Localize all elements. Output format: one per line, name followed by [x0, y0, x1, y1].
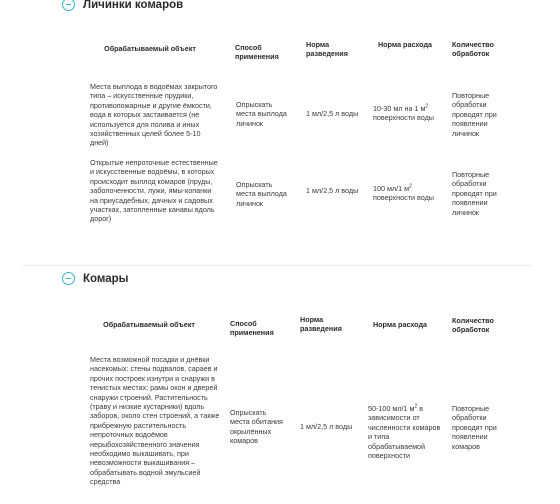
table-row-count: Повторные обработки проводят при появлении комаров: [452, 404, 497, 451]
table-row-dilution: 1 мл/2,5 л воды: [306, 186, 359, 195]
section-title: Личинки комаров: [83, 0, 184, 11]
table-row-consumption: 10-30 мл на 1 $м^2$ поверхности воды: [373, 103, 434, 123]
header-dilution: Норма разведения: [306, 40, 348, 59]
header-count: Количество обработок: [452, 40, 494, 59]
header-consumption: Норма расхода: [377, 40, 433, 49]
header-count: Количество обработок: [452, 316, 494, 335]
table-row-method: Опрыскать места выплода личинок: [236, 100, 287, 128]
header-object: Обрабатываемый объект: [104, 44, 196, 53]
table-row-object: Открытые непроточные естественные и искусственные водоёмы, в которых происходит выплод комаров (пруды, заболоченности, лужи, ямы-копанки на приусадебных, дачных и садовых участках, затопленные канавы вдоль дорог): [90, 158, 218, 224]
section-divider: [22, 265, 532, 266]
section-header-mosquitoes[interactable]: [62, 272, 129, 285]
table-row-object: Места выплода в водоёмах закрытого типа – искусственные прудики, противопожарные и другие ёмкости, вода в которых застаивается (не используется для полива и иных хозяйственных целей более 5-10 дней): [90, 82, 218, 148]
table-row-method: Опрыскать места выплода личинок: [236, 180, 287, 208]
header-consumption: Норма расхода: [372, 320, 428, 329]
header-object: Обрабатываемый объект: [103, 320, 195, 329]
table-row-object: Места возможной посадки и днёвки насекомых: стены подвалов, сараев и прочих построек изнутри и снаружи в тенистых местах; рамы окон и дверей снаружи строений. Растительность (траву и низкие кустарники) вдоль заборов, около стен строений, а также прибрежную растительность непроточных водоёмов нерыбохозяйственного значения необходимо выкашивать, при невозможности выкашивания – обрабатывать водной эмульсией средства: [90, 355, 220, 487]
table-row-consumption: 100 мл/1 $м^2$ поверхности воды: [373, 183, 434, 203]
collapse-minus-icon[interactable]: [62, 0, 75, 11]
collapse-minus-icon[interactable]: [62, 272, 75, 285]
section-header-larvae[interactable]: [62, 0, 183, 11]
table-row-dilution: 1 мл/2,5 л воды: [306, 109, 359, 118]
table-row-count: Повторные обработки проводят при появлении личинок: [452, 170, 497, 217]
header-dilution: Норма разведения: [300, 315, 342, 334]
header-method: Способ применения: [230, 319, 274, 338]
table-row-count: Повторные обработки проводят при появлении личинок: [452, 91, 497, 138]
table-row-consumption: 50-100 мл/1 $м^2$ в зависимости от численности комаров и типа обрабатываемой поверхности: [368, 403, 441, 461]
header-method: Способ применения: [235, 43, 279, 62]
table-row-method: Опрыскать места обитания окрылённых комаров: [230, 408, 283, 446]
table-row-dilution: 1 мл/2,5 л воды: [300, 422, 353, 431]
section-title: Комары: [83, 272, 129, 285]
